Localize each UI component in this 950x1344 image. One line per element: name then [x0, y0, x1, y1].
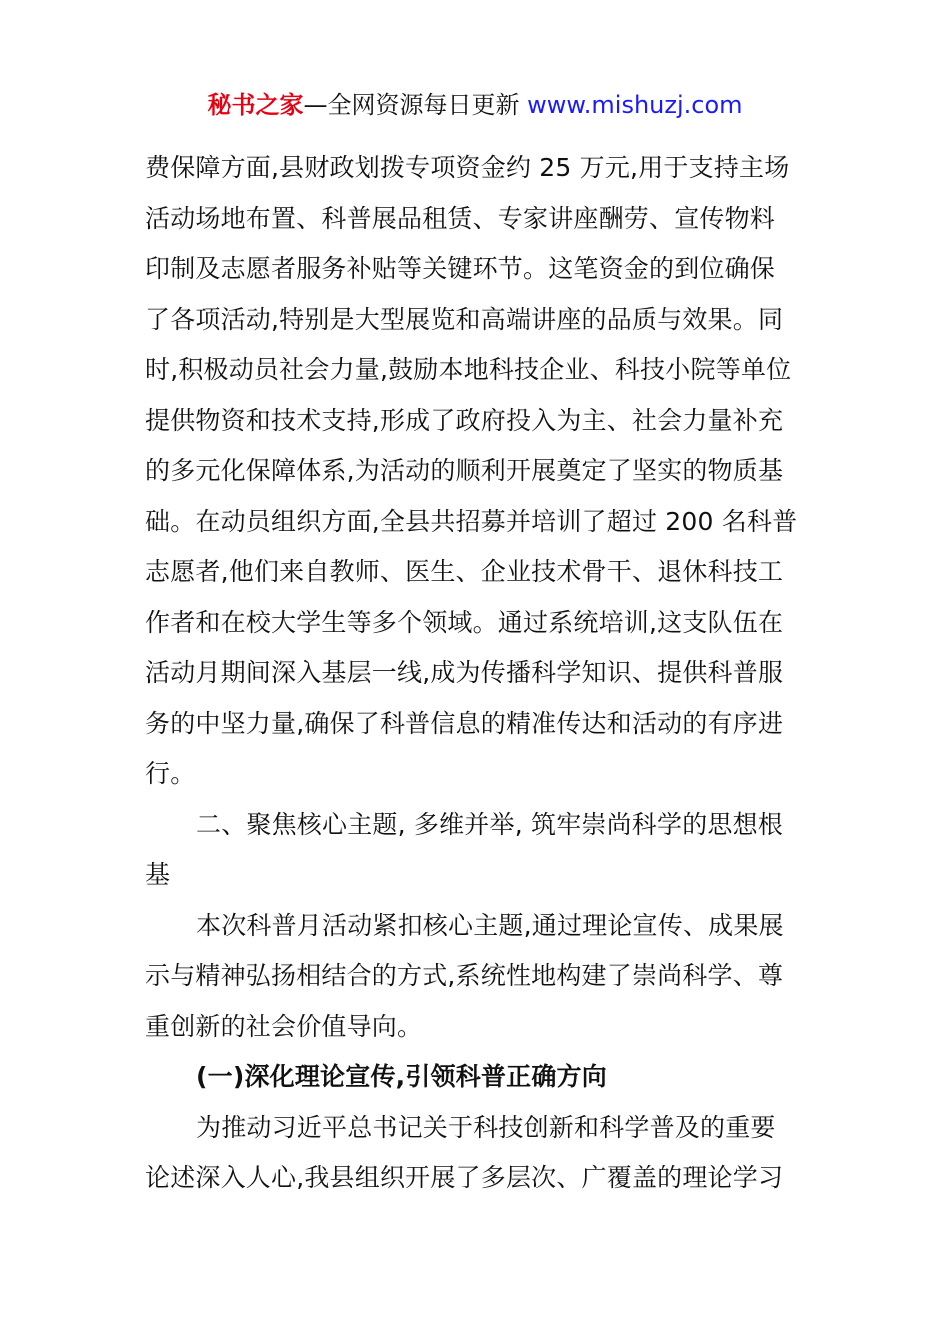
body-line: 行。 [145, 759, 196, 788]
body-line: 时,积极动员社会力量,鼓励本地科技企业、科技小院等单位 [145, 355, 792, 384]
body-line: 作者和在校大学生等多个领域。通过系统培训,这支队伍在 [145, 607, 784, 637]
body-line: 重创新的社会价值导向。 [145, 1011, 423, 1041]
body-line: 志愿者,他们来自教师、医生、企业技术骨干、退休科技工 [145, 557, 784, 586]
header-url-link[interactable]: www.mishuzj.com [527, 91, 743, 119]
body-line: 务的中坚力量,确保了科普信息的精准传达和活动的有序进 [145, 708, 784, 738]
page-header [0, 88, 950, 122]
body-line: 示与精神弘扬相结合的方式,系统性地构建了崇尚科学、尊 [145, 961, 784, 990]
subsection-heading: (一)深化理论宣传,引领科普正确方向 [196, 1062, 607, 1091]
body-line: 费保障方面,县财政划拨专项资金约 25 万元,用于支持主场 [145, 153, 790, 182]
body-line: 了各项活动,特别是大型展览和高端讲座的品质与效果。同 [145, 304, 784, 334]
document-body [145, 143, 810, 1204]
header-brand: 秘书之家 [207, 91, 304, 119]
body-line: 论述深入人心,我县组织开展了多层次、广覆盖的理论学习 [145, 1163, 784, 1192]
body-line: 活动月期间深入基层一线,成为传播科学知识、提供科普服 [145, 658, 784, 687]
body-line: 提供物资和技术支持,形成了政府投入为主、社会力量补充 [145, 405, 784, 435]
body-line: 印制及志愿者服务补贴等关键环节。这笔资金的到位确保 [145, 254, 776, 283]
body-line: 为推动习近平总书记关于科技创新和科学普及的重要 [196, 1112, 776, 1142]
section-heading: 二、聚焦核心主题, 多维并举, 筑牢崇尚科学的思想根 [196, 809, 783, 839]
body-line: 活动场地布置、科普展品租赁、专家讲座酬劳、宣传物料 [145, 203, 776, 233]
header-tagline: —全网资源每日更新 [303, 91, 520, 119]
body-line: 的多元化保障体系,为活动的顺利开展奠定了坚实的物质基 [145, 456, 784, 485]
body-line: 础。在动员组织方面,全县共招募并培训了超过 200 名科普 [145, 506, 798, 536]
body-line: 本次科普月活动紧扣核心主题,通过理论宣传、成果展 [196, 910, 784, 940]
section-heading-continued: 基 [145, 860, 171, 889]
